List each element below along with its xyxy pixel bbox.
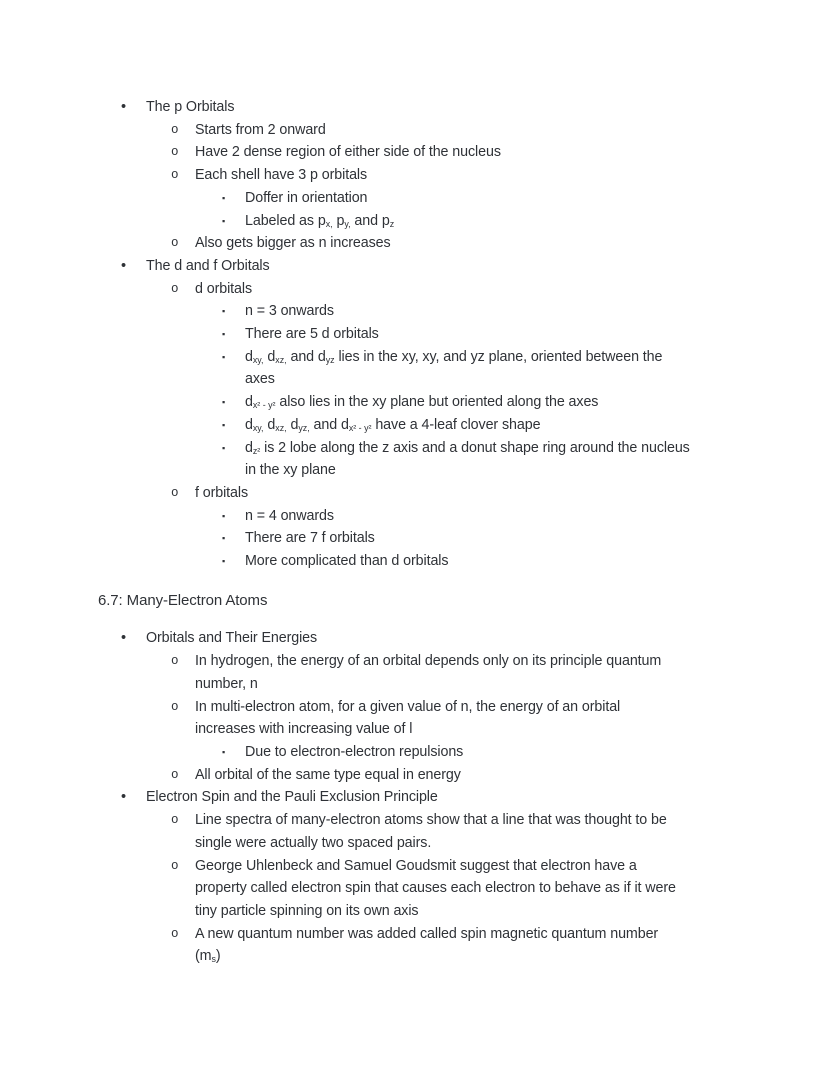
- circle-bullet-icon: o: [171, 813, 179, 828]
- list-item-text: A new quantum number was added called spin magnetic quantum number $(m_s)$: [195, 925, 659, 965]
- square-bullet-icon: ▪: [222, 351, 226, 362]
- circle-bullet-icon: o: [171, 926, 179, 941]
- list-item-text: Also gets bigger as n increases: [195, 235, 391, 252]
- list-item-text: Orbitals and Their Energies: [146, 630, 318, 647]
- square-bullet-icon: ▪: [222, 397, 226, 408]
- square-bullet-icon: ▪: [222, 746, 226, 757]
- list-item: [0, 187, 762, 210]
- list-item-text: $d_{xy,}$ $d_{xz,}$ and $d_{yz}$ lies in the xy, xy, and yz plane, oriented between the axes: [245, 348, 663, 388]
- list-item: [0, 414, 762, 437]
- list-item: [0, 482, 762, 505]
- list-item-text: The p Orbitals: [146, 99, 235, 115]
- circle-bullet-icon: o: [171, 122, 179, 137]
- list-item: [0, 764, 762, 787]
- disc-bullet-icon: •: [121, 99, 126, 115]
- list-item: [0, 809, 762, 854]
- list-item-text: In multi-electron atom, for a given value of n, the energy of an orbital increases with increasing value of l: [195, 698, 621, 738]
- list-item: [0, 527, 762, 550]
- square-bullet-icon: ▪: [222, 329, 226, 340]
- list-item-text: Labeled as $p_{x,}$ $p_{y,}$ and $p_z$: [245, 212, 395, 229]
- list-item-text: $d_{xy,}$ $d_{xz,}$ $d_{yz,}$ and $d_{x^2 - y^2}$ have a 4-leaf clover shape: [245, 416, 541, 433]
- square-bullet-icon: ▪: [222, 556, 226, 567]
- list-item-text: Each shell have 3 p orbitals: [195, 167, 368, 184]
- list-item: [0, 923, 762, 968]
- disc-bullet-icon: •: [121, 257, 126, 274]
- list-item: [0, 164, 762, 187]
- list-item-text: More complicated than d orbitals: [245, 553, 449, 570]
- list-item: [0, 300, 762, 323]
- circle-bullet-icon: o: [171, 654, 179, 669]
- list-item: [0, 278, 762, 301]
- list-item-text: In hydrogen, the energy of an orbital depends only on its principle quantum number, n: [195, 653, 662, 692]
- list-item-text: Electron Spin and the Pauli Exclusion Principle: [146, 789, 438, 806]
- list-item-text: n = 3 onwards: [245, 303, 334, 320]
- list-item-text: The d and f Orbitals: [146, 257, 270, 274]
- list-item: [0, 505, 762, 528]
- list-item: [0, 437, 762, 482]
- square-bullet-icon: ▪: [222, 192, 226, 203]
- list-item-text: $d_{x^2 - y^2}$ also lies in the xy plane but oriented along the axes: [245, 394, 599, 411]
- list-item: [0, 786, 762, 809]
- circle-bullet-icon: o: [171, 699, 179, 714]
- list-item-text: All orbital of the same type equal in energy: [195, 766, 461, 783]
- disc-bullet-icon: •: [121, 789, 126, 806]
- list-item-text: d orbitals: [195, 280, 253, 297]
- list-item: [0, 550, 762, 573]
- circle-bullet-icon: o: [171, 145, 179, 160]
- list-item: [0, 323, 762, 346]
- square-bullet-icon: ▪: [222, 419, 226, 430]
- circle-bullet-icon: o: [171, 767, 179, 782]
- list-item-text: n = 4 onwards: [245, 507, 334, 524]
- disc-bullet-icon: •: [121, 630, 126, 647]
- list-item: [0, 627, 762, 650]
- list-item-text: $d_{z^2}$ is 2 lobe along the z axis and a donut shape ring around the nucleus in the xy plane: [245, 439, 690, 479]
- list-item: [0, 391, 762, 414]
- list-item-text: Starts from 2 onward: [195, 121, 326, 138]
- circle-bullet-icon: o: [171, 858, 179, 873]
- list-item-text: Have 2 dense region of either side of the nucleus: [195, 144, 501, 161]
- list-item: [0, 119, 762, 142]
- list-item-text: Due to electron-electron repulsions: [245, 743, 464, 760]
- list-item-text: There are 5 d orbitals: [245, 326, 379, 343]
- list-item-text: There are 7 f orbitals: [245, 530, 375, 547]
- circle-bullet-icon: o: [171, 485, 179, 500]
- list-item: [0, 210, 762, 233]
- list-item: [0, 232, 762, 255]
- list-item: [0, 741, 762, 764]
- circle-bullet-icon: o: [171, 236, 179, 251]
- list-item-text: Doffer in orientation: [245, 189, 368, 206]
- notes-content: [0, 96, 762, 968]
- square-bullet-icon: ▪: [222, 533, 226, 544]
- list-item-text: f orbitals: [195, 484, 249, 501]
- section-heading: 6.7: Many-Electron Atoms: [98, 591, 268, 609]
- circle-bullet-icon: o: [171, 281, 179, 296]
- square-bullet-icon: ▪: [222, 215, 226, 226]
- list-item: [0, 696, 762, 741]
- list-item-text: Line spectra of many-electron atoms show that a line that was thought to be single were actually two spaced pairs.: [195, 812, 667, 851]
- list-item: [0, 255, 762, 278]
- list-item: [0, 650, 762, 695]
- square-bullet-icon: ▪: [222, 510, 226, 521]
- circle-bullet-icon: o: [171, 168, 179, 183]
- square-bullet-icon: ▪: [222, 442, 226, 453]
- list-item: [0, 346, 762, 391]
- square-bullet-icon: ▪: [222, 306, 226, 317]
- list-item: [0, 855, 762, 923]
- list-item-text: George Uhlenbeck and Samuel Goudsmit suggest that electron have a property called electron spin that causes each electron to behave as if it were tiny particle spinning on its own axis: [195, 857, 676, 919]
- list-item: [0, 96, 762, 119]
- list-item: [0, 141, 762, 164]
